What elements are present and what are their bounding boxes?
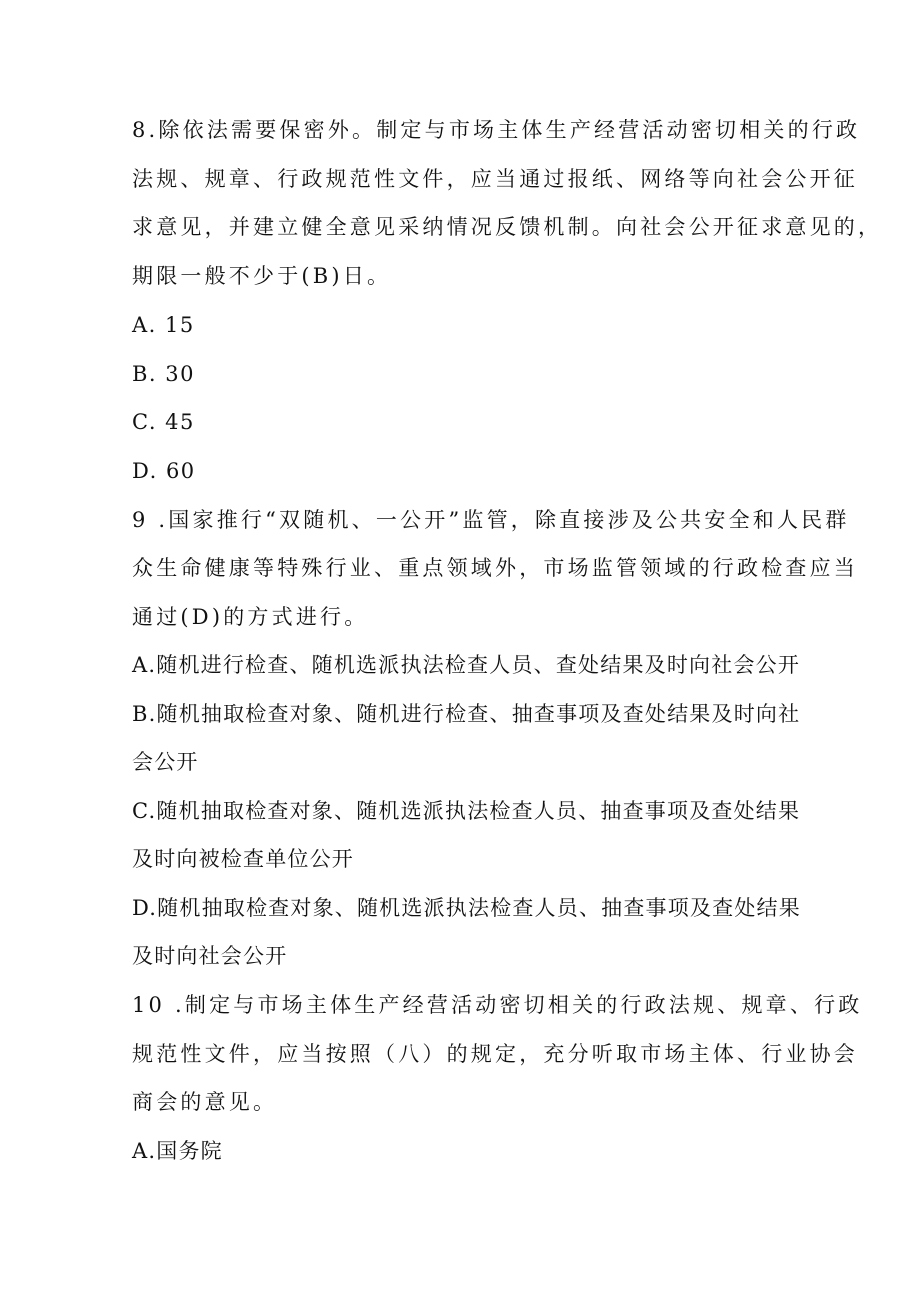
question-stem-line: 规范性文件，应当按照（八）的规定，充分听取市场主体、行业协会 — [132, 1042, 858, 1066]
option-c: C. 45 — [132, 410, 195, 434]
question-stem-line: 9 .国家推行“双随机、一公开”监管，除直接涉及公共安全和人民群 — [132, 508, 850, 532]
option-a: A.随机进行检查、随机选派执法检查人员、查处结果及时向社会公开 — [132, 653, 801, 677]
option-c-continued: 及时向被检查单位公开 — [132, 847, 354, 871]
option-a: A.国务院 — [132, 1139, 223, 1163]
question-stem-line: 8.除依法需要保密外。制定与市场主体生产经营活动密切相关的行政 — [132, 118, 861, 142]
question-stem-line: 求意见，并建立健全意见采纳情况反馈机制。向社会公开征求意见的， — [132, 215, 883, 239]
question-stem-line: 商会的意见。 — [132, 1090, 278, 1114]
question-stem-line: 通过(D)的方式进行。 — [132, 605, 369, 629]
option-b-continued: 会公开 — [132, 750, 199, 774]
option-b: B.随机抽取检查对象、随机进行检查、抽查事项及查处结果及时向社 — [132, 702, 801, 726]
question-stem-line: 众生命健康等特殊行业、重点领域外，市场监管领域的行政检查应当 — [132, 556, 858, 580]
option-a: A. 15 — [132, 313, 195, 337]
question-stem-line: 期限一般不少于(B)日。 — [132, 264, 392, 288]
option-d: D. 60 — [132, 459, 196, 483]
question-stem-line: 10 .制定与市场主体生产经营活动密切相关的行政法规、规章、行政 — [132, 993, 863, 1017]
option-c: C.随机抽取检查对象、随机选派执法检查人员、抽查事项及查处结果 — [132, 799, 801, 823]
option-b: B. 30 — [132, 362, 196, 386]
option-d: D.随机抽取检查对象、随机选派执法检查人员、抽查事项及查处结果 — [132, 896, 801, 920]
question-stem-line: 法规、规章、行政规范性文件，应当通过报纸、网络等向社会公开征 — [132, 167, 858, 191]
option-d-continued: 及时向社会公开 — [132, 944, 288, 968]
